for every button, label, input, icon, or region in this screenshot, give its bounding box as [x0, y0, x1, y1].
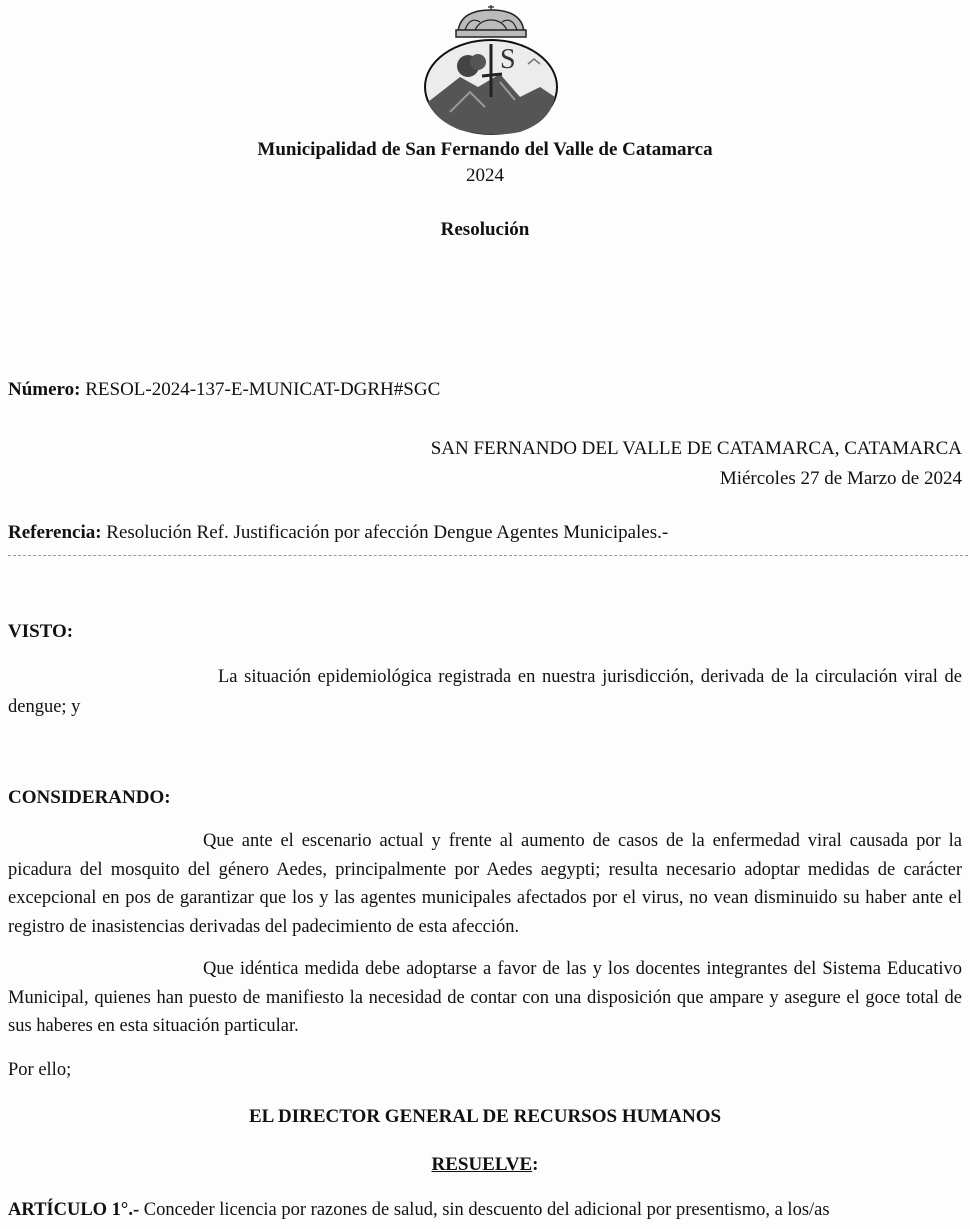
divider: [8, 555, 968, 556]
resuelve-word: RESUELVE: [431, 1154, 533, 1175]
numero-label: Número:: [8, 379, 81, 400]
visto-heading: VISTO:: [8, 621, 74, 642]
considerando-paragraph-2: [8, 955, 962, 1041]
numero-value: RESOL-2024-137-E-MUNICAT-DGRH#SGC: [85, 379, 441, 400]
articulo-1-text: Conceder licencia por razones de salud, sin descuento del adicional por presentismo, a los/as: [143, 1200, 830, 1220]
considerando-text-1: Que ante el escenario actual y frente al aumento de casos de la enfermedad viral causada por la picadura del mosquito del género Aedes, principalmente por Aedes aegypti; resulta necesario adoptar medidas de carácter excepcional en pos de garantizar que los y las agentes municipales afectados por el virus, no vean disminuido su haber ante el registro de inasistencias derivadas del padecimiento de esta afección.: [8, 831, 962, 937]
municipal-seal-logo: [420, 2, 562, 137]
municipality-title: Municipalidad de San Fernando del Valle de Catamarca: [257, 139, 713, 160]
resuelve-heading: [0, 1154, 970, 1176]
considerando-heading: CONSIDERANDO:: [8, 787, 171, 808]
considerando-paragraph-1: [8, 827, 962, 941]
visto-paragraph: La situación epidemiológica registrada en nuestra jurisdicción, derivada de la circulación viral de dengue; y: [8, 667, 962, 717]
resuelve-colon: :: [532, 1154, 539, 1175]
referencia-line: [8, 522, 668, 544]
date: Miércoles 27 de Marzo de 2024: [719, 468, 962, 489]
por-ello: Por ello;: [8, 1060, 72, 1080]
document-type: Resolución: [440, 219, 530, 240]
articulo-1: [8, 1196, 962, 1225]
referencia-label: Referencia:: [8, 522, 102, 543]
visto-text: [8, 662, 962, 722]
document-year: 2024: [466, 165, 504, 186]
place: SAN FERNANDO DEL VALLE DE CATAMARCA, CATAMARCA: [430, 438, 962, 459]
articulo-1-label: ARTÍCULO 1°.-: [8, 1200, 140, 1220]
authority-heading: EL DIRECTOR GENERAL DE RECURSOS HUMANOS: [248, 1106, 722, 1127]
numero-line: [8, 379, 440, 401]
referencia-value: Resolución Ref. Justificación por afección Dengue Agentes Municipales.-: [106, 522, 669, 543]
considerando-text-2: Que idéntica medida debe adoptarse a favor de las y los docentes integrantes del Sistema Educativo Municipal, quienes han puesto de manifiesto la necesidad de contar con una disposición que ampare y asegure el goce total de sus haberes en esta situación particular.: [8, 959, 962, 1037]
svg-text:S: S: [500, 44, 516, 75]
